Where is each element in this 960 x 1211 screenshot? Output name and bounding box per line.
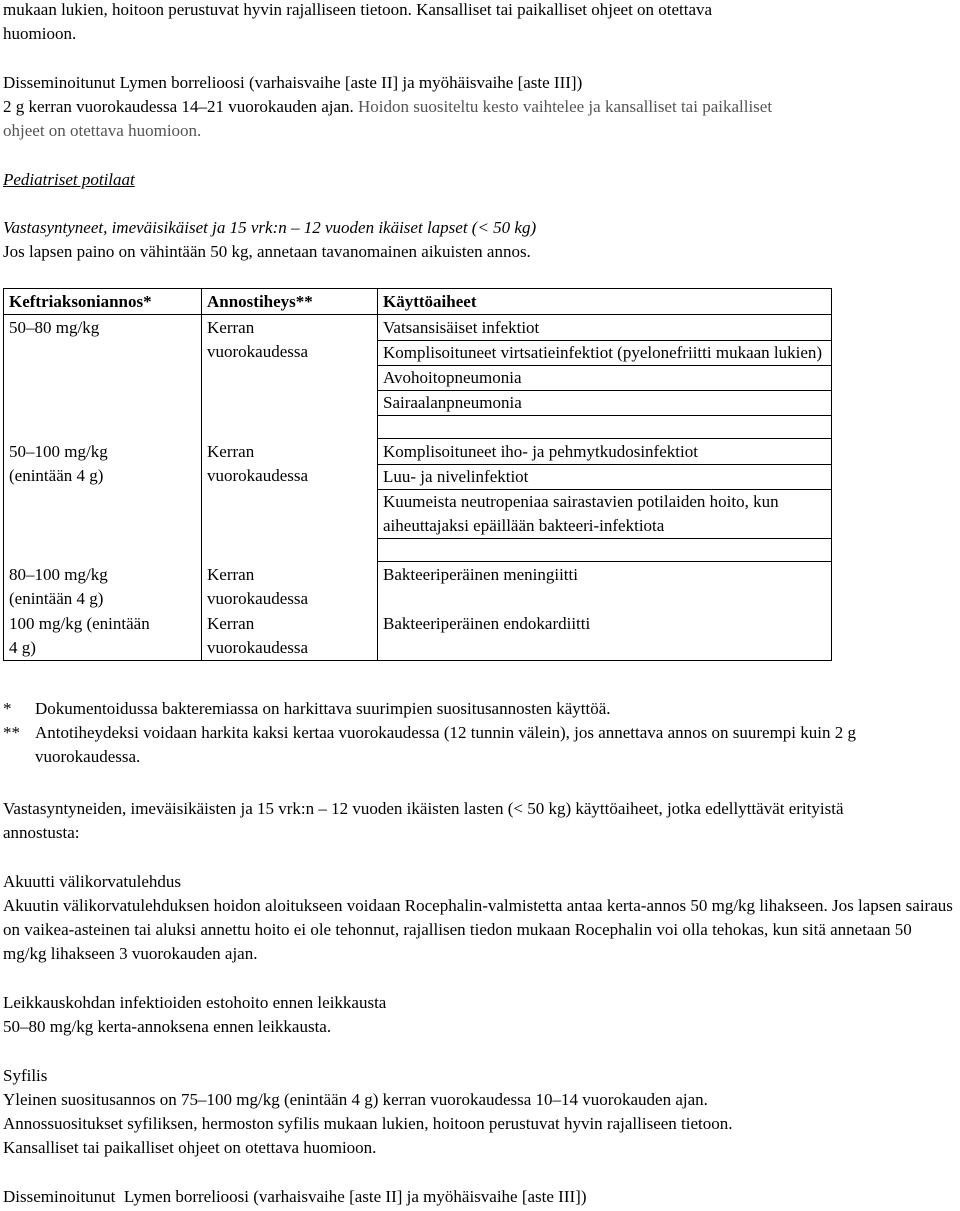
frequency-line: Kerran	[207, 613, 255, 633]
pediatric-heading: Pediatriset potilaat	[3, 170, 135, 189]
frequency-line: Kerran	[207, 564, 255, 584]
dose-value: 4 g)	[9, 637, 36, 657]
syphilis-line-2: Annossuositukset syfiliksen, hermoston syfilis mukaan lukien, hoitoon perustuvat hyvin rajalliseen tietoon.	[3, 1114, 733, 1133]
dose-cell	[4, 315, 202, 439]
pediatric-note: Jos lapsen paino on vähintään 50 kg, annetaan tavanomainen aikuisten annos.	[3, 242, 531, 261]
footnote	[3, 697, 953, 721]
table-row	[4, 562, 832, 611]
table-header-row	[4, 289, 832, 315]
table-row	[4, 439, 832, 562]
header-dose: Keftriaksoniannos*	[4, 289, 202, 315]
surgery-title: Leikkauskohdan infektioiden estohoito ennen leikkausta	[3, 993, 387, 1012]
pediatric-subheading: Vastasyntyneet, imeväisikäiset ja 15 vrk:n – 12 vuoden ikäiset lapset (< 50 kg)	[3, 218, 537, 237]
header-indications: Käyttöaiheet	[378, 289, 832, 315]
footnote-mark: **	[3, 723, 20, 742]
dose-cell	[4, 439, 202, 562]
lyme-dose	[3, 95, 957, 119]
dose-cell	[4, 611, 202, 661]
indications-cell	[378, 562, 832, 611]
footnote-text: Antotiheydeksi voidaan harkita kaksi kertaa vuorokaudessa (12 tunnin välein), jos annettava annos on suurempi kuin 2 g vuorokaudessa.	[35, 723, 856, 766]
indication: Luu- ja nivelinfektiot	[378, 464, 831, 489]
frequency-line: vuorokaudessa	[207, 465, 309, 485]
special-dosing-intro: Vastasyntyneiden, imeväisikäisten ja 15 vrk:n – 12 vuoden ikäisten lasten (< 50 kg) käyttöaiheet, jotka edellyttävät erityistä annostusta:	[3, 799, 844, 842]
lyme-title: Disseminoitunut Lymen borrelioosi (varhaisvaihe [aste II] ja myöhäisvaihe [aste III])	[3, 73, 583, 92]
dose-value: 80–100 mg/kg	[9, 564, 108, 584]
indication: Vatsansisäiset infektiot	[383, 318, 540, 337]
frequency-cell	[202, 439, 378, 562]
otitis-text: Akuutin välikorvatulehduksen hoidon aloitukseen voidaan Rocephalin-valmistetta antaa kerta-annos 50 mg/kg lihakseen. Jos lapsen sairaus on vaikea-asteinen tai aluksi annettu hoito ei ole tehonnut, rajallisen tiedon mukaan Rocephalin voi olla tehokas, kun sitä annetaan 50 mg/kg lihakseen 3 vuorokauden ajan.	[3, 896, 953, 963]
dose-value: (enintään 4 g)	[9, 588, 104, 608]
indications-cell	[378, 439, 832, 562]
lyme-dose-duration: Hoidon suositeltu kesto vaihtelee ja kansalliset tai paikalliset	[353, 97, 773, 116]
intro-line-2: huomioon.	[3, 24, 77, 43]
dose-value: (enintään 4 g)	[9, 465, 104, 485]
syphilis-line-1: Yleinen suositusannos on 75–100 mg/kg (enintään 4 g) kerran vuorokaudessa 10–14 vuorokauden ajan.	[3, 1090, 708, 1109]
lyme-title-bottom: Disseminoitunut Lymen borrelioosi (varhaisvaihe [aste II] ja myöhäisvaihe [aste III])	[3, 1187, 587, 1206]
table-row	[4, 611, 832, 661]
footnotes	[3, 697, 953, 769]
frequency-line: Kerran	[207, 441, 255, 461]
indication: Kuumeista neutropeniaa sairastavien potilaiden hoito, kun aiheuttajaksi epäillään bakteeri-infektiota	[378, 489, 831, 538]
header-frequency: Annostiheys**	[202, 289, 378, 315]
indications-cell	[378, 315, 832, 439]
frequency-line: vuorokaudessa	[207, 342, 309, 361]
indication: Sairaalanpneumonia	[378, 390, 831, 415]
lyme-dose-guidance: ohjeet on otettava huomioon.	[3, 121, 202, 140]
dose-cell	[4, 562, 202, 611]
frequency-line: vuorokaudessa	[207, 588, 309, 608]
dose-value: 50–80 mg/kg	[9, 318, 100, 337]
otitis-title: Akuutti välikorvatulehdus	[3, 872, 182, 891]
syphilis-title: Syfilis	[3, 1066, 48, 1085]
indication-blank	[378, 415, 831, 438]
frequency-cell	[202, 611, 378, 661]
lyme-dose-main: 2 g kerran vuorokaudessa 14–21 vuorokauden ajan.	[3, 97, 354, 116]
dose-value: 100 mg/kg (enintään	[9, 613, 150, 633]
frequency-line: Kerran	[207, 318, 255, 337]
indication: Avohoitopneumonia	[378, 365, 831, 390]
frequency-line: vuorokaudessa	[207, 637, 309, 657]
footnote-text: Dokumentoidussa bakteremiassa on harkittava suurimpien suositusannosten käyttöä.	[35, 699, 611, 718]
indication: Komplisoituneet virtsatieinfektiot (pyelonefriitti mukaan lukien)	[378, 340, 831, 365]
indication-blank	[378, 538, 831, 561]
dose-value: 50–100 mg/kg	[9, 441, 108, 461]
footnote	[3, 721, 953, 769]
footnote-mark: *	[3, 699, 12, 718]
frequency-cell	[202, 315, 378, 439]
dosing-table	[3, 288, 832, 661]
intro-line-1: mukaan lukien, hoitoon perustuvat hyvin rajalliseen tietoon. Kansalliset tai paikalliset ohjeet on otettava	[3, 0, 713, 19]
indication: Bakteeriperäinen meningiitti	[383, 565, 578, 584]
indication: Komplisoituneet iho- ja pehmytkudosinfektiot	[383, 442, 698, 461]
surgery-text: 50–80 mg/kg kerta-annoksena ennen leikkausta.	[3, 1017, 332, 1036]
indications-cell	[378, 611, 832, 661]
indication: Bakteeriperäinen endokardiitti	[383, 613, 591, 633]
table-row	[4, 315, 832, 439]
syphilis-line-3: Kansalliset tai paikalliset ohjeet on otettava huomioon.	[3, 1138, 377, 1157]
frequency-cell	[202, 562, 378, 611]
